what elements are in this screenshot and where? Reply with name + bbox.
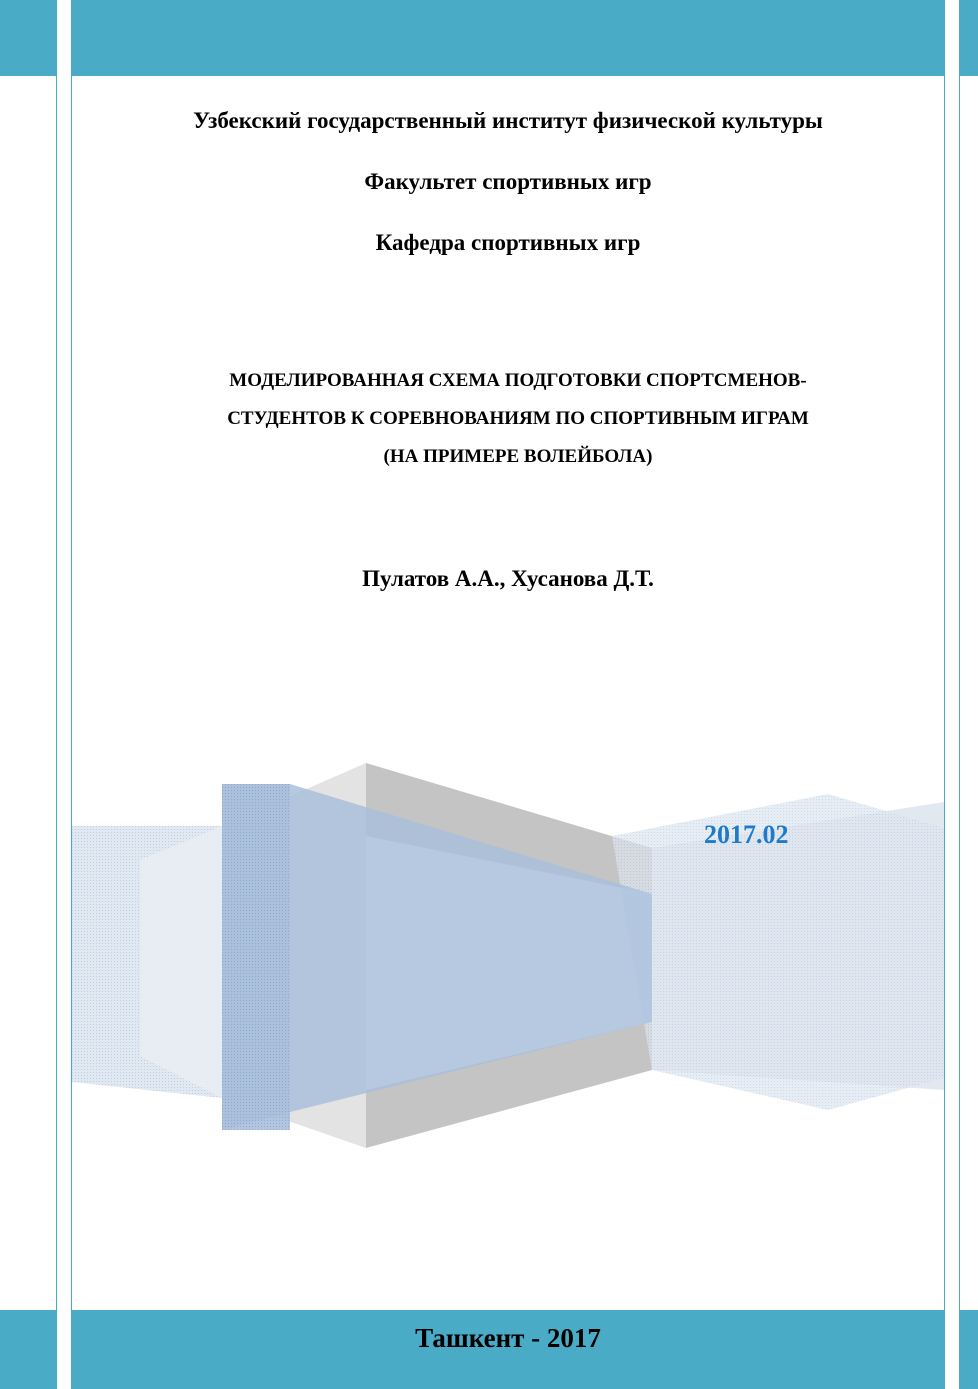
- left-border-line: [56, 0, 57, 1389]
- bottom-band-right: [960, 1310, 978, 1389]
- top-band-left: [0, 0, 56, 76]
- top-band: [72, 0, 944, 76]
- title-line-3: (НА ПРИМЕРЕ ВОЛЕЙБОЛА): [383, 446, 653, 467]
- center-blue-dotted: [222, 784, 290, 1130]
- department-name: Кафедра спортивных игр: [375, 230, 641, 255]
- top-band-right: [960, 0, 978, 76]
- title-line-2: СТУДЕНТОВ К СОРЕВНОВАНИЯМ ПО СПОРТИВНЫМ ИГРАМ: [227, 408, 809, 429]
- bottom-band-left: [0, 1310, 56, 1389]
- document-title: [112, 362, 924, 476]
- right-inner-border-line: [944, 0, 945, 1389]
- authors: Пулатов А.А., Хусанова Д.Т.: [362, 566, 654, 591]
- decorative-3d-graphic: [72, 760, 944, 1160]
- right-border-line: [959, 0, 960, 1389]
- institute-name: Узбекский государственный институт физической культуры: [193, 108, 823, 133]
- inner-light-panel: [140, 826, 222, 1098]
- city-year: Ташкент - 2017: [415, 1323, 601, 1353]
- document-code: 2017.02: [704, 820, 789, 849]
- title-line-1: МОДЕЛИРОВАННАЯ СХЕМА ПОДГОТОВКИ СПОРТСМЕНОВ-: [229, 370, 807, 391]
- faculty-name: Факультет спортивных игр: [364, 169, 652, 194]
